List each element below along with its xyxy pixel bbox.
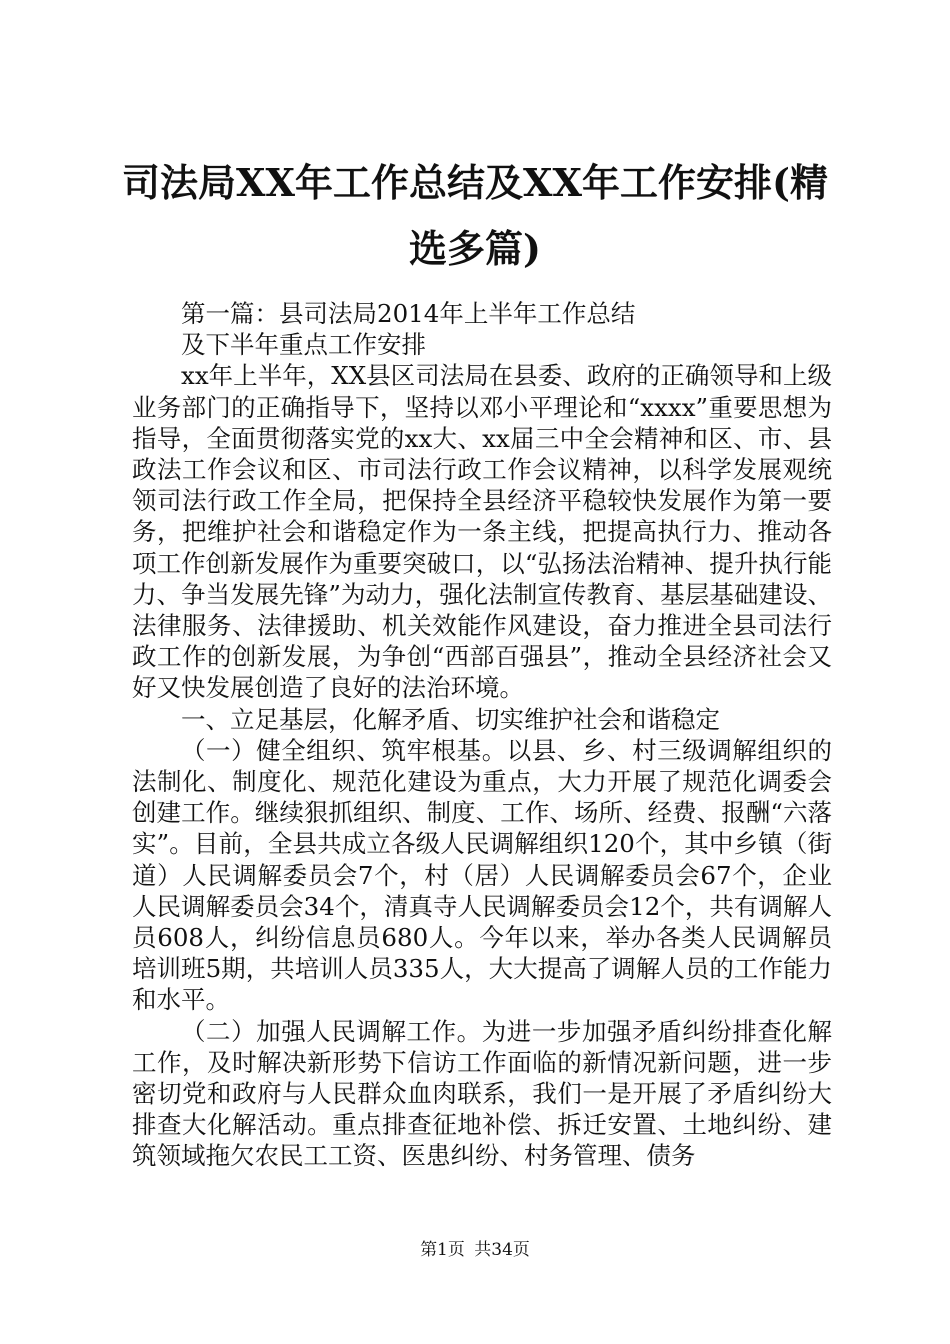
subsection-heading: 一、立足基层，化解矛盾、切实维护社会和谐稳定 [181,704,720,734]
body-paragraph: xx年上半年，XX县区司法局在县委、政府的正确领导和上级业务部门的正确指导下，坚持以邓小平理论和“xxxx”重要思想为指导，全面贯彻落实党的xx大、xx届三中全会精神和区、市、县政法工作会议和区、市司法行政工作会议精神，以科学发展观统领司法行政工作全局，把保持全县经济平稳较快发展作为第一要务，把维护社会和谐稳定作为一条主线，把提高执行力、推动各项工作创新发展作为重要突破口，以“弘扬法治精神、提升执行能力、争当发展先锋”为动力，强化法制宣传教育、基层基础建设、法律服务、法律援助、机关效能作风建设，奋力推进全县司法行政工作的创新发展，为争创“西部百强县”，推动全县经济社会又好又快发展创造了良好的法治环境。 [132,361,832,703]
document-title: 司法局XX年工作总结及XX年工作安排(精选多篇) [122,160,828,271]
page-footer [0,1238,950,1262]
page-number: 第1页 [420,1240,465,1260]
section-heading: 第一篇：县司法局2014年上半年工作总结 [181,299,636,328]
section-heading-continued: 及下半年重点工作安排 [181,330,426,360]
body-paragraph: （二）加强人民调解工作。为进一步加强矛盾纠纷排查化解工作，及时解决新形势下信访工作面临的新情况新问题，进一步密切党和政府与人民群众血肉联系，我们一是开展了矛盾纠纷大排查大化解活动。重点排查征地补偿、拆迁安置、土地纠纷、建筑领域拖欠农民工工资、医患纠纷、村务管理、债务 [132,1016,832,1171]
document-body [132,298,832,1172]
body-paragraph: （一）健全组织、筑牢根基。以县、乡、村三级调解组织的法制化、制度化、规范化建设为重点，大力开展了规范化调委会创建工作。继续狠抓组织、制度、工作、场所、经费、报酬“六落实”。目前，全县共成立各级人民调解组织120个，其中乡镇（街道）人民调解委员会7个，村（居）人民调解委员会67个，企业人民调解委员会34个，清真寺人民调解委员会12个，共有调解人员608人，纠纷信息员680人。今年以来，举办各类人民调解员培训班5期，共培训人员335人，大大提高了调解人员的工作能力和水平。 [132,735,832,1015]
page-total: 共34页 [474,1240,530,1260]
